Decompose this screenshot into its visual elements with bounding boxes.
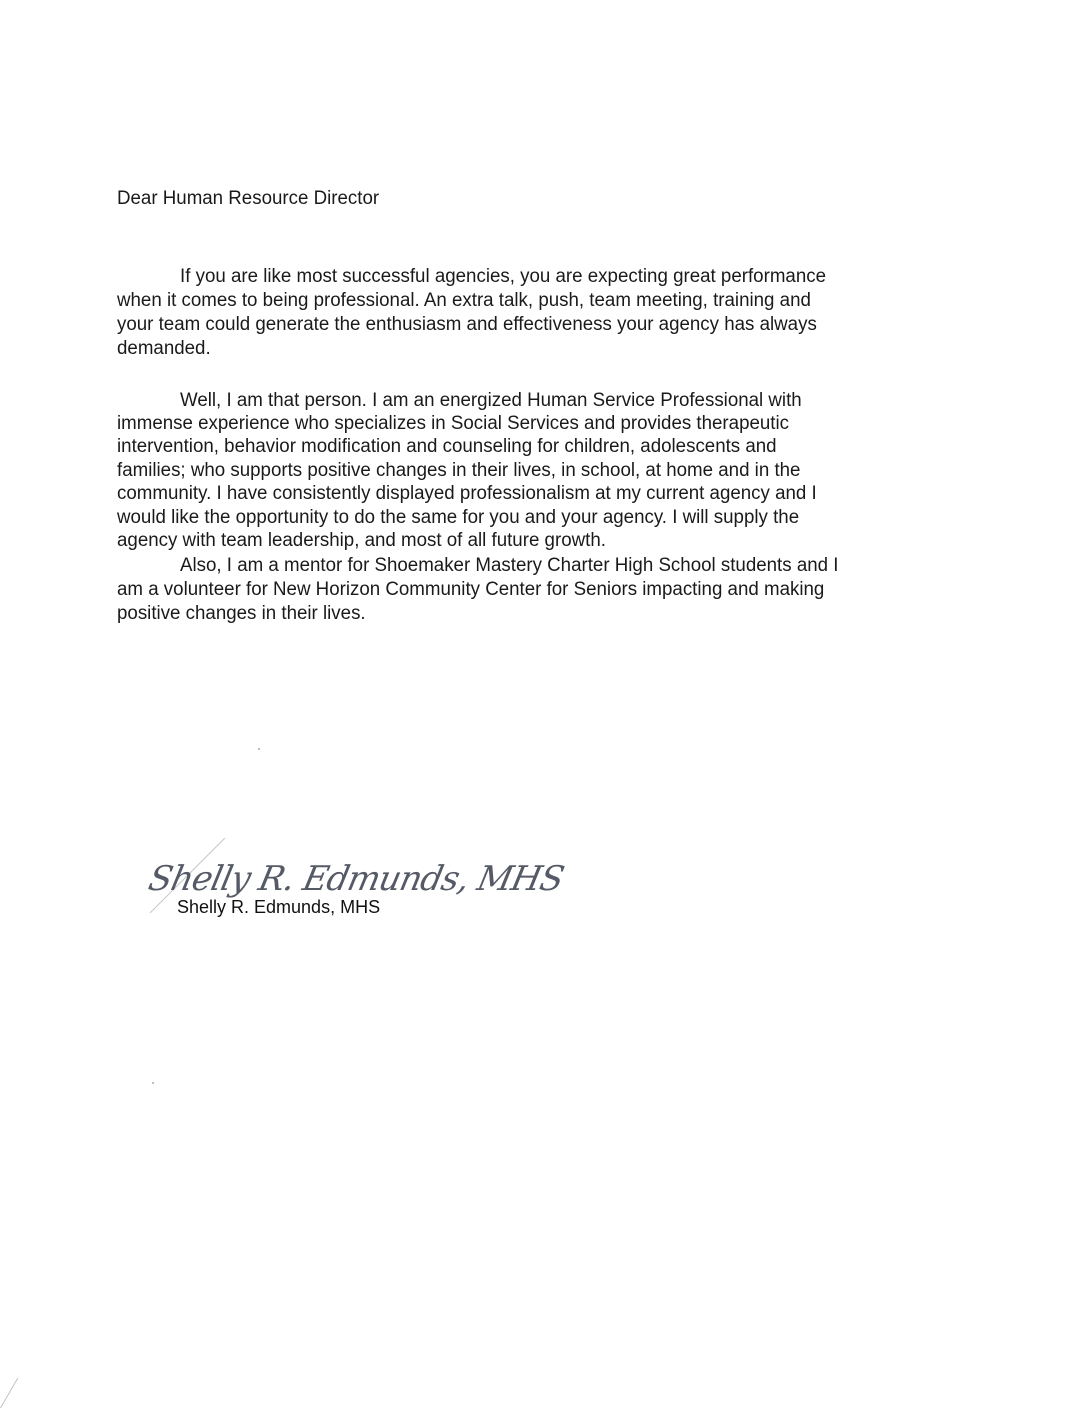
- paragraph-line: If you are like most successful agencies, you are expecting great performance: [180, 266, 827, 287]
- paragraph-line: am a volunteer for New Horizon Community Center for Seniors impacting and making: [117, 579, 825, 600]
- paragraph-line: Also, I am a mentor for Shoemaker Mastery Charter High School students and I: [180, 555, 839, 576]
- scan-edge: [0, 1378, 78, 1408]
- scan-speck: [152, 1082, 154, 1084]
- paragraph-line: demanded.: [117, 338, 211, 359]
- salutation: Dear Human Resource Director: [117, 188, 380, 209]
- paragraph-line: Well, I am that person. I am an energized Human Service Professional with: [180, 390, 802, 411]
- signer-name: Shelly R. Edmunds, MHS: [177, 897, 381, 917]
- svg-text:Shelly R. Edmunds, MHS: Shelly R. Edmunds, MHS: [145, 859, 567, 899]
- scan-speck: [258, 748, 260, 750]
- paragraph-line: families; who supports positive changes in their lives, in school, at home and in the: [117, 460, 801, 481]
- paragraph-line: agency with team leadership, and most of all future growth.: [117, 530, 606, 551]
- paragraph-line: community. I have consistently displayed professionalism at my current agency and I: [117, 483, 817, 504]
- paragraph-line: intervention, behavior modification and counseling for children, adolescents and: [117, 436, 777, 457]
- paragraph-line: when it comes to being professional. An extra talk, push, team meeting, training and: [117, 290, 811, 311]
- paragraph-line: immense experience who specializes in Social Services and provides therapeutic: [117, 413, 790, 434]
- paragraph-line: your team could generate the enthusiasm and effectiveness your agency has always: [117, 314, 817, 335]
- paragraph-line: would like the opportunity to do the same for you and your agency. I will supply the: [117, 507, 800, 528]
- paragraph-line: positive changes in their lives.: [117, 603, 366, 624]
